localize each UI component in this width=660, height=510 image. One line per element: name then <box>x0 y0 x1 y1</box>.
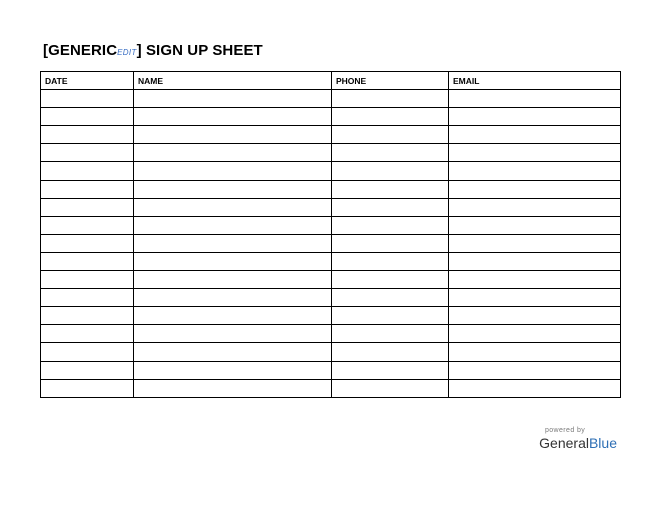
table-row <box>41 180 621 198</box>
name-cell[interactable] <box>134 307 332 325</box>
email-cell[interactable] <box>449 325 621 343</box>
table-row <box>41 198 621 216</box>
email-cell[interactable] <box>449 108 621 126</box>
name-cell[interactable] <box>134 180 332 198</box>
email-cell[interactable] <box>449 379 621 397</box>
phone-cell[interactable] <box>332 271 449 289</box>
date-cell[interactable] <box>41 126 134 144</box>
name-cell[interactable] <box>134 216 332 234</box>
phone-cell[interactable] <box>332 90 449 108</box>
phone-cell[interactable] <box>332 325 449 343</box>
table-row <box>41 216 621 234</box>
table-row <box>41 252 621 270</box>
date-cell[interactable] <box>41 307 134 325</box>
title-edit-tag[interactable]: EDIT <box>117 48 137 57</box>
email-cell[interactable] <box>449 252 621 270</box>
phone-cell[interactable] <box>332 361 449 379</box>
phone-cell[interactable] <box>332 289 449 307</box>
name-cell[interactable] <box>134 162 332 180</box>
signup-table <box>40 71 621 398</box>
email-cell[interactable] <box>449 234 621 252</box>
phone-cell[interactable] <box>332 307 449 325</box>
name-cell[interactable] <box>134 198 332 216</box>
date-cell[interactable] <box>41 216 134 234</box>
email-cell[interactable] <box>449 162 621 180</box>
table-row <box>41 144 621 162</box>
brand-name-blue: Blue <box>588 435 617 451</box>
name-cell[interactable] <box>134 108 332 126</box>
date-cell[interactable] <box>41 198 134 216</box>
brand-name <box>539 435 617 451</box>
name-cell[interactable] <box>134 325 332 343</box>
table-row <box>41 234 621 252</box>
email-cell[interactable] <box>449 307 621 325</box>
name-cell[interactable] <box>134 271 332 289</box>
phone-cell[interactable] <box>332 180 449 198</box>
name-cell[interactable] <box>134 126 332 144</box>
column-header-email: EMAIL <box>449 72 621 90</box>
phone-cell[interactable] <box>332 198 449 216</box>
phone-cell[interactable] <box>332 234 449 252</box>
name-cell[interactable] <box>134 361 332 379</box>
table-row <box>41 90 621 108</box>
email-cell[interactable] <box>449 271 621 289</box>
name-cell[interactable] <box>134 234 332 252</box>
phone-cell[interactable] <box>332 126 449 144</box>
email-cell[interactable] <box>449 361 621 379</box>
table-row <box>41 271 621 289</box>
table-row <box>41 307 621 325</box>
email-cell[interactable] <box>449 90 621 108</box>
phone-cell[interactable] <box>332 162 449 180</box>
brand-name-general: General <box>539 435 589 451</box>
date-cell[interactable] <box>41 144 134 162</box>
column-header-date: DATE <box>41 72 134 90</box>
phone-cell[interactable] <box>332 379 449 397</box>
email-cell[interactable] <box>449 216 621 234</box>
table-row <box>41 126 621 144</box>
table-row <box>41 325 621 343</box>
phone-cell[interactable] <box>332 252 449 270</box>
date-cell[interactable] <box>41 289 134 307</box>
brand-logo <box>539 427 617 451</box>
date-cell[interactable] <box>41 361 134 379</box>
email-cell[interactable] <box>449 289 621 307</box>
table-row <box>41 108 621 126</box>
name-cell[interactable] <box>134 343 332 361</box>
date-cell[interactable] <box>41 325 134 343</box>
name-cell[interactable] <box>134 144 332 162</box>
date-cell[interactable] <box>41 379 134 397</box>
phone-cell[interactable] <box>332 108 449 126</box>
date-cell[interactable] <box>41 252 134 270</box>
date-cell[interactable] <box>41 180 134 198</box>
date-cell[interactable] <box>41 271 134 289</box>
phone-cell[interactable] <box>332 216 449 234</box>
column-header-name: NAME <box>134 72 332 90</box>
email-cell[interactable] <box>449 343 621 361</box>
name-cell[interactable] <box>134 289 332 307</box>
date-cell[interactable] <box>41 234 134 252</box>
email-cell[interactable] <box>449 126 621 144</box>
date-cell[interactable] <box>41 108 134 126</box>
title-prefix: [GENERIC <box>43 42 118 59</box>
table-row <box>41 343 621 361</box>
table-body <box>41 90 621 398</box>
phone-cell[interactable] <box>332 144 449 162</box>
title-suffix: ] SIGN UP SHEET <box>136 42 263 59</box>
email-cell[interactable] <box>449 198 621 216</box>
table-row <box>41 162 621 180</box>
table-row <box>41 289 621 307</box>
phone-cell[interactable] <box>332 343 449 361</box>
name-cell[interactable] <box>134 90 332 108</box>
column-header-phone: PHONE <box>332 72 449 90</box>
date-cell[interactable] <box>41 162 134 180</box>
header-row <box>41 72 621 90</box>
name-cell[interactable] <box>134 379 332 397</box>
powered-by-label: powered by <box>544 427 586 434</box>
email-cell[interactable] <box>449 144 621 162</box>
email-cell[interactable] <box>449 180 621 198</box>
table-row <box>41 361 621 379</box>
table-row <box>41 379 621 397</box>
date-cell[interactable] <box>41 90 134 108</box>
page-title <box>43 42 263 59</box>
name-cell[interactable] <box>134 252 332 270</box>
date-cell[interactable] <box>41 343 134 361</box>
